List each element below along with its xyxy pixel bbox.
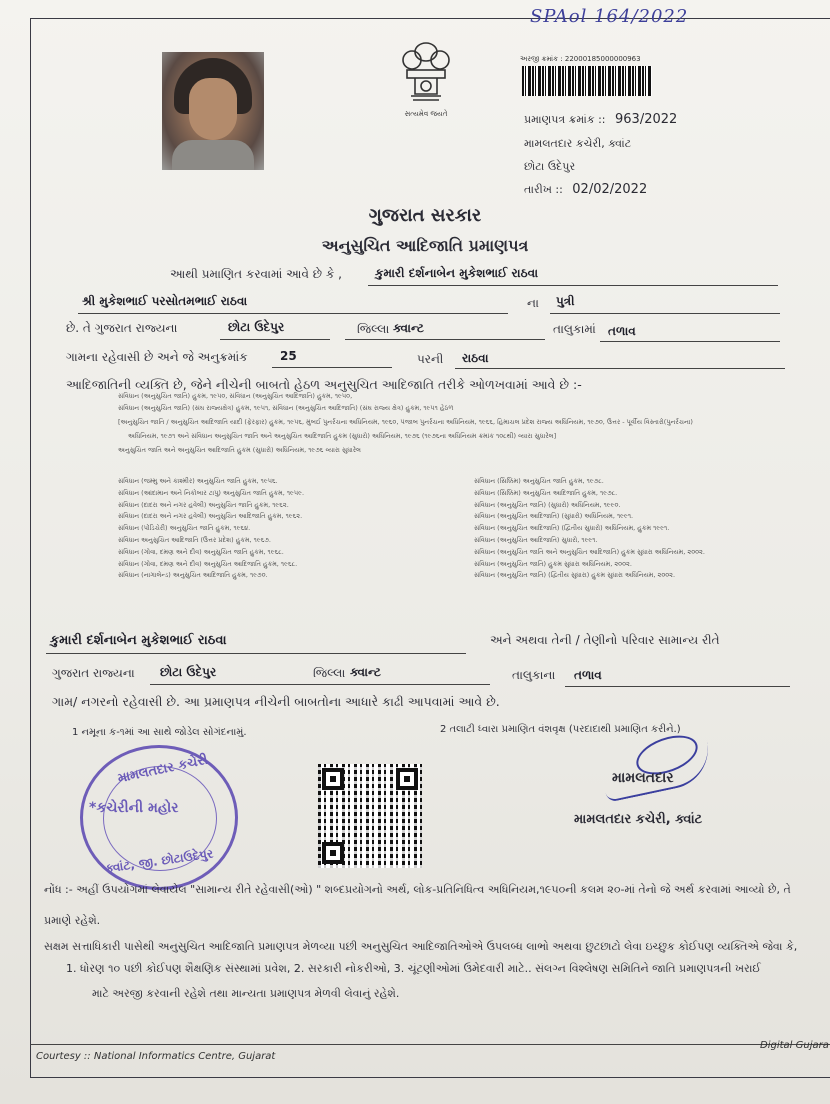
seal-top-text: મામલતદાર કચેરી (116, 752, 210, 787)
note-line: સક્ષમ સત્તાધિકારી પાસેથી અનુસુચિત આદિજાતિ પ્રમાણપત્ર મેળવ્યા પછી અનુસુચિત આદિજાતિઓએ ઉપલબ્ધ લાભો અથવા છુટછાટો લેવા ઇચ્છુક કોઈપણ વ્યક્તિએ જેવા કે, (44, 940, 798, 953)
order-item: સંવિધાન (ગોવા, દમણ અને દીવ) અનુસુચિત આદિજાતિ હુકમ, ૧૯૬૮. (118, 559, 298, 568)
certificate-number: 963/2022 (615, 112, 678, 127)
barcode (522, 66, 652, 96)
state-text-2: ગુજરાત રાજ્યના (52, 666, 135, 680)
applicant-name-2: કુમારી દર્શનાબેન મુકેશભાઈ રાઠવા (50, 633, 227, 648)
tribe: રાઠવા (462, 351, 489, 365)
state-text: છે. તે ગુજરાત રાજ્યના (66, 321, 178, 335)
district-label: જિલ્લા (357, 322, 390, 336)
order-item: સંવિધાન (આંદામાન અને નિકોબાર ટાપુ) અનુસુચિત જાતિ હુકમ, ૧૯૫૯. (118, 488, 305, 497)
government-heading: ગુજરાત સરકાર (368, 205, 482, 226)
certificate-number-label: પ્રમાણપત્ર ક્રમાંક :: (524, 113, 606, 126)
certificate-heading: અનુસુચિત આદિજાતિ પ્રમાણપત્ર (321, 236, 529, 255)
district-label-2: જિલ્લા (313, 666, 346, 680)
order-line: [અનુસુચિત જાતિ / અનુસુચિત આદિજાતિ યાદી (ફેરફાર) હુકમ, ૧૯૫૬, મુંબઈ પુનર્રચના અધિનિયમ, ૧૯૬૦, પંજાબ પુનર્રચના અધિનિયમ, ૧૯૬૬, હિમાચલ પ્રદેશ રાજ્ય અધિનિયમ, ૧૯૭૦, ઉત્તર - પૂર્વીય વિસ્તારો(પુનર્રચના) (118, 418, 693, 426)
resident-text: ગામના રહેવાસી છે અને જે અનુક્રમાંક (66, 350, 248, 364)
date-row (524, 182, 647, 197)
note-line: માટે અરજી કરવાની રહેશે તથા માન્યતા પ્રમાણપત્ર મેળવી લેવાનું રહેશે. (92, 987, 400, 1000)
order-item: સંવિધાન (અનુસુચિત આદિજાતિ) (દ્વિતીય સુધારો) અધિનિયમ, હુકમ ૧૯૯૧. (474, 524, 670, 533)
district-2: છોટા ઉદેપુર (160, 665, 217, 679)
parent-name: શ્રી મુકેશભાઈ પરસોતમભાઈ રાઠવા (82, 294, 248, 308)
issue-text: ગામ/ નગરનો રહેવાસી છે. આ પ્રમાણપત્ર નીચેની બાબતોના આધારે કાઢી આપવામાં આવે છે. (52, 694, 500, 709)
national-emblem-icon (393, 36, 459, 120)
order-item: સંવિધાન (ગોવા, દમણ અને દીવ) અનુસુચિત જાતિ હુકમ, ૧૯૬૮. (118, 547, 284, 556)
order-item: સંવિધાન (અનુસુચિત જાતિ) (દ્વિતીય સુધારા) હુકમ સુધારા અધિનિયમ, ૨૦૦૨. (474, 571, 676, 580)
tribe-line: આદિજાતિની વ્યક્તિ છે, જેને નીચેની બાબતો હેઠળ અનુસુચિત આદિજાતિ તરીકે ઓળખવામાં આવે છે :- (66, 377, 582, 392)
order-item: સંવિધાન (સિક્કિમ) અનુસુચિત આદિજાતિ હુકમ, ૧૯૭૮. (474, 488, 618, 497)
order-item: સંવિધાન (દાદરા અને નગર હવેલી) અનુસુચિત આદિજાતિ હુકમ, ૧૯૬૨. (118, 512, 303, 521)
signatory-office: મામલતદાર કચેરી, ક્વાંટ (574, 812, 703, 827)
note-line: 1. ધોરણ ૧૦ પછી કોઈપણ શૈક્ષણિક સંસ્થામાં પ્રવેશ, 2. સરકારી નોકરીઓ, 3. ચૂંટણીઓમાં ઉમેદવારી માટે.. સંલગ્ન વિશ્લેષણ સમિતિને જાતિ પ્રમાણપત્રની ખરાઈ (66, 962, 761, 975)
basis-2: 2 તલાટી ધ્વારા પ્રમાણિત વંશવૃક્ષ (પરદાદાથી પ્રમાણિત કરીને.) (440, 724, 681, 735)
order-item: સંવિધાન (સિક્કિમ) અનુસુચિત જાતિ હુકમ, ૧૯૭૮. (474, 477, 604, 485)
taluka-label-2: તાલુકાના (512, 668, 556, 682)
order-line: સંવિધાન (અનુસુચિત જાતિ) (સંઘ રાજ્યક્ષેત્ર) હુકમ, ૧૯૫૧, સંવિધાન (અનુસુચિત આદિજાતિ) (સંઘ રાજ્ય ક્ષેત્ર) હુકમ, ૧૯૫૧ હેઠળ (118, 404, 454, 412)
basis-1: 1 નમૂના ક-૧માં આ સાથે જોડેલ સોગંદનામું. (72, 727, 247, 738)
order-item: સંવિધાન (દાદરા અને નગર હવેલી) અનુસુચિત જાતિ હુકમ, ૧૯૬૨. (118, 500, 289, 509)
serial-number: 25 (280, 349, 297, 363)
orders-right-list (474, 477, 705, 583)
note-line: નોંધ :- અહીં ઉપયોગમાં લેવાયેલ "સામાન્ય રીતે રહેવાસી(ઓ) " શબ્દપ્રયોગનો અર્થ, લોક-પ્રતિનિધિત્વ અધિનિયમ,૧૯૫૦ની કલમ ૨૦-માં તેનો જે અર્થ કરવામાં આવ્યો છે, તે (44, 883, 791, 896)
order-item: સંવિધાન (પોંડિચેરી) અનુસુચિત જાતિ હુકમ, ૧૯૬૪. (118, 524, 251, 533)
digital-gujarat-footer: Digital Gujara (760, 1040, 829, 1051)
office-seal-stamp (80, 745, 238, 890)
date-label: તારીખ :: (524, 183, 563, 196)
order-item: સંવિધાન (અનુસુચિત જાતિ) હુકમ સુધારા અધિનિયમ, ૨૦૦૨. (474, 559, 632, 568)
order-line: અધિનિયમ, ૧૯૭૧ અને સંવિધાન અનુસુચિત જાતિ અને અનુસુચિત આદિજાતિ હુકમ (સુધારો) અધિનિયમ, ૧૯૭૬ (૧૯૭૬ના અધિનિયમ ક્રમાંક ૧૦૮થી) વ્યારા સુધારેલ] (128, 432, 557, 440)
signatory-title: મામલતદાર (612, 770, 674, 786)
order-item: સંવિધાન (અનુસુચિત આદિજાતિ) (સુધારો) અધિનિયમ, ૧૯૯૧. (474, 512, 634, 521)
order-item: સંવિધાન (અનુસુચિત જાતિ અને અનુસુચિત આદિજાતિ) હુકમ સુધારા અધિનિયમ, ૨૦૦૨. (474, 547, 705, 556)
taluka: ક્વાન્ટ (393, 321, 424, 335)
applicant-name: કુમારી દર્શનાબેન મુકેશભાઈ રાઠવા (375, 266, 539, 280)
certificate-number-row (524, 112, 677, 127)
family-text: અને અથવા તેની / તેણીનો પરિવાર સામાન્ય રીતે (490, 633, 720, 647)
handwritten-reference: SPAol 164/2022 (530, 6, 689, 27)
village-2: તળાવ (574, 668, 602, 682)
applicant-photo (162, 52, 264, 170)
seal-middle-text: *કચેરીની મહોર (89, 800, 179, 816)
order-item: સંવિધાન અનુસુચિત આદિજાતિ (ઉત્તર પ્રદેશ) હુકમ, ૧૯૬૭. (118, 535, 271, 544)
order-line: સંવિધાન (અનુસુચિત જાતિ) હુકમ, ૧૯૫૦, સંવિધાન (અનુસુચિત આદિજાતિ) હુકમ, ૧૯૫૦, (118, 392, 353, 400)
district: છોટા ઉદેપુર (228, 320, 285, 334)
certify-prefix: આથી પ્રમાણિત કરવામાં આવે છે કે , (170, 267, 342, 281)
note-line: પ્રમાણે રહેશે. (44, 914, 101, 927)
seal-bottom-text: ક્વાંટ, જી. છોટાઉદેપુર (104, 846, 215, 876)
qr-code (318, 764, 422, 868)
order-item: સંવિધાન (અનુસુચિત જાતિ) (સુધારો) અધિનિયમ, ૧૯૯૦. (474, 500, 621, 509)
relation-prefix: ના (527, 296, 539, 310)
relation: પુત્રી (556, 294, 575, 308)
orders-left-list (118, 477, 304, 583)
par-label: પરની (417, 352, 444, 366)
courtesy-footer: Courtesy :: National Informatics Centre, Gujarat (36, 1051, 276, 1062)
order-item: સંવિધાન (જમ્મુ અને કાશ્મીર) અનુસુચિત જાતિ હુકમ, ૧૯૫૬. (118, 477, 278, 485)
application-number: અરજી ક્રમાંક : 22000185000000963 (520, 55, 641, 63)
taluka-label: તાલુકામાં (553, 322, 596, 336)
village: તળાવ (608, 324, 636, 338)
taluka-2: ક્વાન્ટ (350, 665, 381, 679)
office-line: મામલતદાર કચેરી, ક્વાંટ (524, 137, 632, 150)
issue-date: 02/02/2022 (572, 182, 648, 197)
order-item: સંવિધાન (અનુસુચિત આદિજાતિ) સુધારો, ૧૯૯૧. (474, 535, 598, 544)
order-item: સંવિધાન (નાગાલેન્ડ) અનુસુચિત આદિજાતિ હુકમ, ૧૯૭૦. (118, 571, 268, 580)
emblem-caption: સત્યમેવ જયતે (404, 110, 448, 118)
order-line: અનુસુચિત જાતિ અને અનુસુચિત આદિજાતિ હુકમ (સુધારો) અધિનિયમ, ૧૯૭૬ વ્યારા સુધારેલ (118, 446, 361, 454)
place-line: છોટા ઉદેપુર (524, 160, 576, 173)
